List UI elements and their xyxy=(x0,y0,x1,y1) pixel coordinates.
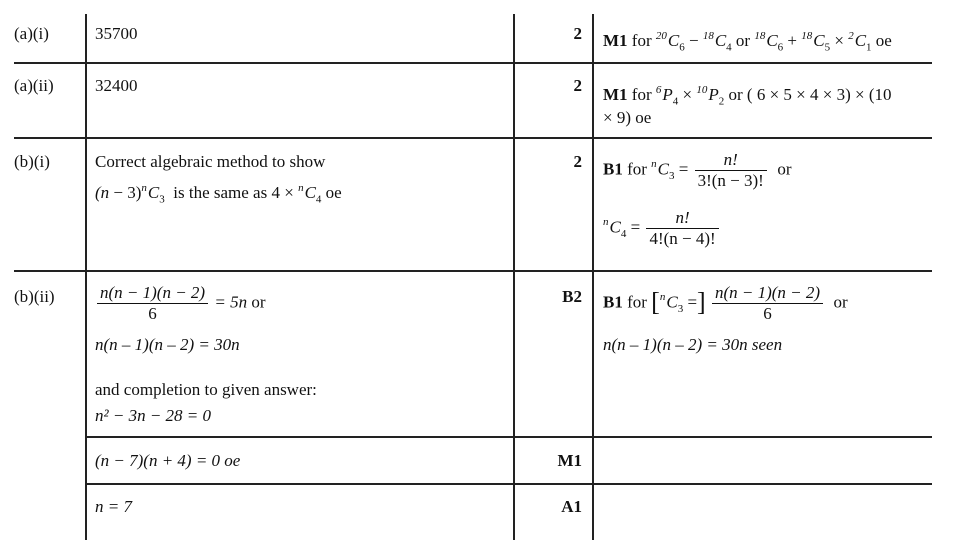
mark-code: M1 xyxy=(603,31,628,50)
mark-cell: 2 xyxy=(573,152,582,171)
answer-cell: n = 7 xyxy=(95,497,132,516)
guidance-cell-line2: n(n – 1)(n – 2) = 30n seen xyxy=(603,335,783,354)
column-divider xyxy=(513,14,515,540)
mark-cell: 2 xyxy=(573,24,582,43)
mark-cell: B2 xyxy=(562,287,582,306)
answer-cell-line3: and completion to given answer: xyxy=(95,380,317,399)
mark-cell: M1 xyxy=(557,451,582,470)
guidance-cell-continued: × 9) oe xyxy=(603,108,652,127)
row-divider xyxy=(86,436,932,438)
row-divider xyxy=(14,270,932,272)
answer-cell-line2: n(n – 1)(n – 2) = 30n xyxy=(95,335,240,354)
answer-cell: $\frac{n(n - 1)(n - 2)}{6}$ = 5n or xyxy=(95,283,266,324)
answer-cell-line4: n² − 3n − 28 = 0 xyxy=(95,406,212,425)
answer-cell: 32400 xyxy=(95,76,138,95)
answer-cell: Correct algebraic method to show xyxy=(95,152,326,171)
column-divider xyxy=(85,14,87,540)
answer-cell: (n − 7)(n + 4) = 0 oe xyxy=(95,451,241,470)
question-label: (a)(ii) xyxy=(14,76,54,95)
guidance-cell: B1 for [$^nC_3$ =] $\frac{n(n - 1)(n - 2)}{6}$ or xyxy=(603,283,848,323)
row-divider xyxy=(14,62,932,64)
fraction: $\frac{n!}{3!(n - 3)!}$ xyxy=(695,150,767,191)
mark-code: M1 xyxy=(603,85,628,104)
row-divider xyxy=(14,137,932,139)
fraction: $\frac{n!}{4!(n - 4)!}$ xyxy=(646,208,718,249)
mark-code: B1 xyxy=(603,159,623,179)
question-label: (a)(i) xyxy=(14,24,49,43)
guidance-cell-line2: $^nC_4$ = $\frac{n!}{4!(n - 4)!}$ xyxy=(603,208,721,249)
answer-cell-line2: $(n - 3)^nC_3$ is the same as $4 \times ^nC_4$ oe xyxy=(95,182,342,206)
mark-cell: 2 xyxy=(573,76,582,95)
guidance-cell: M1 for $^{20}C_6 - ^{18}C_4$ or $^{18}C_6 + ^{18}C_5 \times ^2C_1$ oe xyxy=(603,30,892,54)
question-label: (b)(i) xyxy=(14,152,50,171)
column-divider xyxy=(592,14,594,540)
guidance-cell: B1 for $^nC_3$ = $\frac{n!}{3!(n - 3)!}$ or xyxy=(603,150,792,190)
fraction: $\frac{n(n - 1)(n - 2)}{6}$ xyxy=(97,283,208,324)
mark-cell: A1 xyxy=(561,497,582,516)
answer-cell: 35700 xyxy=(95,24,138,43)
question-label: (b)(ii) xyxy=(14,287,55,306)
fraction: $\frac{n(n - 1)(n - 2)}{6}$ xyxy=(712,283,823,324)
row-divider xyxy=(86,483,932,485)
mark-code: B1 xyxy=(603,292,623,312)
guidance-cell: M1 for $^6P_4 \times ^{10}P_2$ or ( 6 × 5 × 4 × 3) × (10 xyxy=(603,84,892,108)
